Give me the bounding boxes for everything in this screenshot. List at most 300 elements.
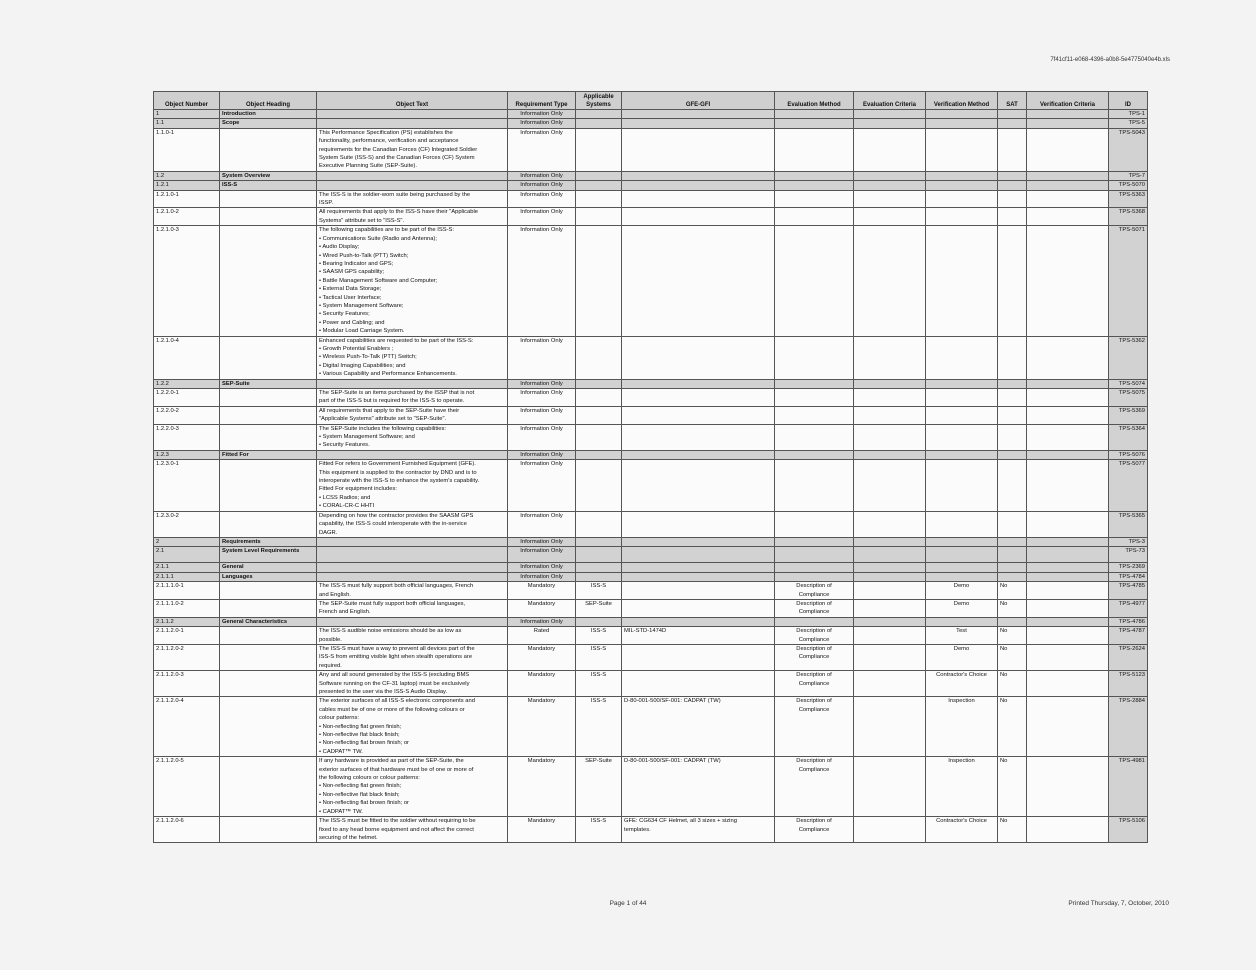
requirement-type-cell: Information Only (508, 110, 576, 119)
object-number-cell: 1.2.2 (154, 379, 220, 388)
verification-method-cell: Demo (926, 644, 998, 670)
evaluation-criteria-cell (854, 171, 926, 180)
evaluation-method-cell: Description of Compliance (775, 757, 854, 817)
applicable-systems-cell (576, 406, 622, 424)
table-row (154, 389, 1148, 407)
requirement-type-cell: Information Only (508, 450, 576, 459)
evaluation-method-cell (775, 617, 854, 626)
verification-method-cell: Contractor's Choice (926, 671, 998, 697)
object-heading-cell: Fitted For (220, 450, 317, 459)
object-text-cell: All requirements that apply to the SEP-Suite have their "Applicable Systems" attribute set to "SEP-Suite". (317, 406, 508, 424)
verification-criteria-cell (1027, 460, 1109, 511)
applicable-systems-cell: ISS-S (576, 582, 622, 600)
object-heading-cell: Introduction (220, 110, 317, 119)
applicable-systems-cell (576, 128, 622, 171)
gfe-gfi-cell (622, 582, 775, 600)
applicable-systems-cell (576, 226, 622, 336)
table-row (154, 582, 1148, 600)
object-number-cell: 2.1.1.2 (154, 617, 220, 626)
evaluation-method-cell (775, 406, 854, 424)
gfe-gfi-cell (622, 406, 775, 424)
requirement-type-cell: Information Only (508, 128, 576, 171)
id-cell: TPS-5 (1109, 119, 1148, 128)
id-cell: TPS-4785 (1109, 582, 1148, 600)
requirement-type-cell: Information Only (508, 406, 576, 424)
object-number-cell: 2.1.1.2.0-2 (154, 644, 220, 670)
col-header: Applicable Systems (576, 92, 622, 110)
sat-cell (998, 379, 1027, 388)
gfe-gfi-cell (622, 617, 775, 626)
applicable-systems-cell (576, 537, 622, 546)
sat-cell: No (998, 697, 1027, 757)
verification-method-cell (926, 537, 998, 546)
applicable-systems-cell (576, 460, 622, 511)
gfe-gfi-cell (622, 644, 775, 670)
evaluation-method-cell (775, 450, 854, 459)
object-heading-cell (220, 817, 317, 843)
id-cell: TPS-4787 (1109, 627, 1148, 645)
verification-method-cell (926, 511, 998, 537)
object-text-cell: The ISS-S audible noise emissions should be as low as possible. (317, 627, 508, 645)
object-number-cell: 1.2.1.0-3 (154, 226, 220, 336)
table-row (154, 537, 1148, 546)
verification-method-cell: Demo (926, 582, 998, 600)
id-cell: TPS-73 (1109, 547, 1148, 563)
page-number: Page 1 of 44 (609, 900, 647, 907)
printed-date: Printed Thursday, 7, October, 2010 (1068, 900, 1169, 907)
requirement-type-cell: Mandatory (508, 644, 576, 670)
evaluation-criteria-cell (854, 627, 926, 645)
col-header: Object Heading (220, 92, 317, 110)
verification-method-cell (926, 563, 998, 572)
object-number-cell: 2.1.1.2.0-6 (154, 817, 220, 843)
object-text-cell (317, 450, 508, 459)
verification-criteria-cell (1027, 537, 1109, 546)
id-cell: TPS-5071 (1109, 226, 1148, 336)
applicable-systems-cell (576, 208, 622, 226)
table-row (154, 128, 1148, 171)
requirement-type-cell: Information Only (508, 336, 576, 379)
applicable-systems-cell (576, 181, 622, 190)
evaluation-method-cell: Description of Compliance (775, 599, 854, 617)
object-number-cell: 1.2.1.0-2 (154, 208, 220, 226)
sat-cell (998, 110, 1027, 119)
object-heading-cell: ISS-S (220, 181, 317, 190)
applicable-systems-cell (576, 379, 622, 388)
requirement-type-cell: Information Only (508, 563, 576, 572)
object-heading-cell (220, 424, 317, 450)
verification-criteria-cell (1027, 226, 1109, 336)
id-cell: TPS-5076 (1109, 450, 1148, 459)
applicable-systems-cell (576, 424, 622, 450)
gfe-gfi-cell (622, 208, 775, 226)
object-heading-cell (220, 644, 317, 670)
evaluation-criteria-cell (854, 617, 926, 626)
sat-cell (998, 617, 1027, 626)
verification-criteria-cell (1027, 644, 1109, 670)
evaluation-method-cell (775, 511, 854, 537)
id-cell: TPS-4981 (1109, 757, 1148, 817)
object-number-cell: 1.2.1 (154, 181, 220, 190)
gfe-gfi-cell (622, 379, 775, 388)
sat-cell (998, 511, 1027, 537)
verification-method-cell (926, 389, 998, 407)
verification-method-cell (926, 171, 998, 180)
id-cell: TPS-2624 (1109, 644, 1148, 670)
evaluation-method-cell (775, 208, 854, 226)
object-text-cell: The ISS-S must be fitted to the soldier without requiring to be fixed to any head borne equipment and not affect the correct securing of the helmet. (317, 817, 508, 843)
id-cell: TPS-1 (1109, 110, 1148, 119)
requirement-type-cell: Information Only (508, 572, 576, 581)
object-text-cell: Depending on how the contractor provides the SAASM GPS capability, the ISS-S could interoperate with the in-service DAGR. (317, 511, 508, 537)
object-text-cell: The SEP-Suite is an items purchased by the ISSP that is not part of the ISS-S but is required for the ISS-S to operate. (317, 389, 508, 407)
requirement-type-cell: Information Only (508, 424, 576, 450)
col-header: SAT (998, 92, 1027, 110)
requirement-type-cell: Information Only (508, 617, 576, 626)
table-row (154, 757, 1148, 817)
object-text-cell: Any and all sound generated by the ISS-S (excluding BMS Software running on the CF-31 laptop) must be exclusively presented to the user via the ISS-S Audio Display. (317, 671, 508, 697)
table-row (154, 208, 1148, 226)
col-header: Evaluation Criteria (854, 92, 926, 110)
evaluation-criteria-cell (854, 644, 926, 670)
applicable-systems-cell (576, 110, 622, 119)
object-text-cell (317, 547, 508, 563)
requirement-type-cell: Information Only (508, 171, 576, 180)
gfe-gfi-cell (622, 450, 775, 459)
verification-criteria-cell (1027, 406, 1109, 424)
requirement-type-cell: Information Only (508, 379, 576, 388)
verification-criteria-cell (1027, 119, 1109, 128)
table-body (154, 110, 1148, 843)
object-heading-cell (220, 627, 317, 645)
evaluation-criteria-cell (854, 697, 926, 757)
id-cell: TPS-5362 (1109, 336, 1148, 379)
evaluation-method-cell (775, 336, 854, 379)
requirements-table (153, 91, 1148, 843)
object-heading-cell: System Overview (220, 171, 317, 180)
object-number-cell: 1.1.0-1 (154, 128, 220, 171)
gfe-gfi-cell (622, 424, 775, 450)
col-header: Requirement Type (508, 92, 576, 110)
object-text-cell: The ISS-S must have a way to prevent all devices part of the ISS-S from emitting visible light when stealth operations are required. (317, 644, 508, 670)
requirement-type-cell: Information Only (508, 208, 576, 226)
applicable-systems-cell (576, 171, 622, 180)
requirement-type-cell: Mandatory (508, 697, 576, 757)
verification-criteria-cell (1027, 511, 1109, 537)
object-text-cell: All requirements that apply to the ISS-S have their "Applicable Systems" attribute set to "ISS-S". (317, 208, 508, 226)
verification-criteria-cell (1027, 671, 1109, 697)
evaluation-criteria-cell (854, 336, 926, 379)
object-heading-cell: General (220, 563, 317, 572)
id-cell: TPS-5070 (1109, 181, 1148, 190)
table-row (154, 547, 1148, 563)
table-row (154, 336, 1148, 379)
verification-criteria-cell (1027, 181, 1109, 190)
file-name: 7f41cf11-e068-4396-a0b8-5e4775040e4b.xls (1050, 57, 1170, 63)
verification-criteria-cell (1027, 450, 1109, 459)
table-row (154, 171, 1148, 180)
verification-method-cell (926, 336, 998, 379)
sat-cell (998, 424, 1027, 450)
id-cell: TPS-5074 (1109, 379, 1148, 388)
object-heading-cell: Scope (220, 119, 317, 128)
sat-cell (998, 128, 1027, 171)
applicable-systems-cell (576, 389, 622, 407)
sat-cell (998, 460, 1027, 511)
object-text-cell (317, 171, 508, 180)
gfe-gfi-cell (622, 128, 775, 171)
verification-criteria-cell (1027, 171, 1109, 180)
object-number-cell: 2.1 (154, 547, 220, 563)
table-row (154, 627, 1148, 645)
table-row (154, 119, 1148, 128)
verification-criteria-cell (1027, 582, 1109, 600)
object-number-cell: 1.2.2.0-2 (154, 406, 220, 424)
object-text-cell (317, 617, 508, 626)
evaluation-criteria-cell (854, 671, 926, 697)
id-cell: TPS-4977 (1109, 599, 1148, 617)
evaluation-method-cell (775, 460, 854, 511)
requirement-type-cell: Information Only (508, 537, 576, 546)
object-text-cell: Enhanced capabilities are requested to be part of the ISS-S: • Growth Potential Enablers ; • Wireless Push-To-Talk (PTT) Switch; • Digital Imaging Capabilities; and • Various Capability and Performance Enhancements. (317, 336, 508, 379)
gfe-gfi-cell: MIL-STD-1474D (622, 627, 775, 645)
verification-method-cell: Contractor's Choice (926, 817, 998, 843)
object-number-cell: 1 (154, 110, 220, 119)
verification-criteria-cell (1027, 572, 1109, 581)
sat-cell: No (998, 671, 1027, 697)
gfe-gfi-cell (622, 336, 775, 379)
object-text-cell (317, 572, 508, 581)
sat-cell: No (998, 582, 1027, 600)
object-heading-cell (220, 389, 317, 407)
sat-cell (998, 226, 1027, 336)
sat-cell (998, 190, 1027, 208)
gfe-gfi-cell (622, 110, 775, 119)
sat-cell (998, 389, 1027, 407)
evaluation-criteria-cell (854, 406, 926, 424)
sat-cell: No (998, 599, 1027, 617)
applicable-systems-cell (576, 563, 622, 572)
evaluation-criteria-cell (854, 450, 926, 459)
applicable-systems-cell (576, 511, 622, 537)
verification-criteria-cell (1027, 617, 1109, 626)
object-number-cell: 1.2.2.0-3 (154, 424, 220, 450)
verification-method-cell (926, 110, 998, 119)
object-text-cell: The ISS-S is the soldier-worn suite being purchased by the ISSP. (317, 190, 508, 208)
header-row (154, 92, 1148, 110)
id-cell: TPS-3 (1109, 537, 1148, 546)
gfe-gfi-cell: GFE: CG634 CF Helmet, all 3 sizes + sizing templates. (622, 817, 775, 843)
sat-cell (998, 181, 1027, 190)
sat-cell (998, 537, 1027, 546)
evaluation-criteria-cell (854, 119, 926, 128)
object-heading-cell: Languages (220, 572, 317, 581)
object-number-cell: 2.1.1 (154, 563, 220, 572)
object-number-cell: 1.2.1.0-4 (154, 336, 220, 379)
object-number-cell: 2.1.1.2.0-3 (154, 671, 220, 697)
id-cell: TPS-5077 (1109, 460, 1148, 511)
evaluation-method-cell (775, 537, 854, 546)
evaluation-method-cell: Description of Compliance (775, 697, 854, 757)
object-number-cell: 2 (154, 537, 220, 546)
id-cell: TPS-2369 (1109, 563, 1148, 572)
evaluation-criteria-cell (854, 208, 926, 226)
object-heading-cell: General Characteristics (220, 617, 317, 626)
table-row (154, 697, 1148, 757)
verification-criteria-cell (1027, 817, 1109, 843)
verification-method-cell (926, 617, 998, 626)
col-header: Evaluation Method (775, 92, 854, 110)
gfe-gfi-cell: D-80-001-500/SF-001: CADPAT (TW) (622, 757, 775, 817)
evaluation-criteria-cell (854, 379, 926, 388)
evaluation-method-cell (775, 181, 854, 190)
evaluation-criteria-cell (854, 181, 926, 190)
evaluation-criteria-cell (854, 757, 926, 817)
object-text-cell: This Performance Specification (PS) establishes the functionality, performance, verification and acceptance requirements for the Canadian Forces (CF) Integrated Soldier System Suite (ISS-S) and the Canadian Forces (CF) System Executive Planning Suite (SEP-Suite). (317, 128, 508, 171)
evaluation-criteria-cell (854, 389, 926, 407)
id-cell: TPS-2884 (1109, 697, 1148, 757)
evaluation-criteria-cell (854, 582, 926, 600)
gfe-gfi-cell (622, 547, 775, 563)
applicable-systems-cell (576, 547, 622, 563)
verification-criteria-cell (1027, 547, 1109, 563)
verification-criteria-cell (1027, 757, 1109, 817)
evaluation-method-cell: Description of Compliance (775, 644, 854, 670)
sat-cell: No (998, 627, 1027, 645)
object-number-cell: 1.2.3.0-2 (154, 511, 220, 537)
verification-criteria-cell (1027, 110, 1109, 119)
object-heading-cell: System Level Requirements (220, 547, 317, 563)
table-row (154, 181, 1148, 190)
object-heading-cell (220, 697, 317, 757)
object-heading-cell (220, 208, 317, 226)
gfe-gfi-cell (622, 190, 775, 208)
applicable-systems-cell (576, 119, 622, 128)
applicable-systems-cell (576, 190, 622, 208)
object-heading-cell (220, 599, 317, 617)
verification-method-cell (926, 424, 998, 450)
evaluation-method-cell (775, 379, 854, 388)
object-number-cell: 1.2.3.0-1 (154, 460, 220, 511)
evaluation-criteria-cell (854, 511, 926, 537)
requirement-type-cell: Information Only (508, 460, 576, 511)
col-header: Verification Criteria (1027, 92, 1109, 110)
col-header: Object Text (317, 92, 508, 110)
evaluation-criteria-cell (854, 460, 926, 511)
requirement-type-cell: Mandatory (508, 817, 576, 843)
verification-method-cell (926, 572, 998, 581)
requirement-type-cell: Information Only (508, 511, 576, 537)
object-heading-cell (220, 511, 317, 537)
gfe-gfi-cell: D-80-001-500/SF-001: CADPAT (TW) (622, 697, 775, 757)
verification-method-cell: Inspection (926, 697, 998, 757)
sat-cell (998, 450, 1027, 459)
object-text-cell: The following capabilities are to be part of the ISS-S: • Communications Suite (Radio and Antenna); • Audio Display; • Wired Push-to-Talk (PTT) Switch; • Bearing Indicator and GPS; • SAASM GPS capability; • Battle Management Software and Computer; • External Data Storage; • Tactical User Interface; • System Management Software; • Security Features; • Power and Cabling; and • Modular Load Carriage System. (317, 226, 508, 336)
evaluation-method-cell (775, 171, 854, 180)
evaluation-criteria-cell (854, 226, 926, 336)
table-row (154, 406, 1148, 424)
sat-cell (998, 171, 1027, 180)
id-cell: TPS-7 (1109, 171, 1148, 180)
evaluation-method-cell (775, 110, 854, 119)
table-row (154, 563, 1148, 572)
object-number-cell: 1.2.3 (154, 450, 220, 459)
object-heading-cell (220, 460, 317, 511)
evaluation-method-cell: Description of Compliance (775, 671, 854, 697)
sat-cell (998, 406, 1027, 424)
evaluation-criteria-cell (854, 190, 926, 208)
gfe-gfi-cell (622, 389, 775, 407)
verification-method-cell (926, 181, 998, 190)
id-cell: TPS-5365 (1109, 511, 1148, 537)
applicable-systems-cell: ISS-S (576, 671, 622, 697)
applicable-systems-cell: ISS-S (576, 697, 622, 757)
verification-method-cell (926, 119, 998, 128)
evaluation-method-cell: Description of Compliance (775, 817, 854, 843)
id-cell: TPS-5369 (1109, 406, 1148, 424)
applicable-systems-cell (576, 450, 622, 459)
verification-criteria-cell (1027, 208, 1109, 226)
object-text-cell: Fitted For refers to Government Furnished Equipment (GFE). This equipment is supplied to the contractor by DND and is to interoperate with the ISS-S to enhance the system's capability. Fitted For equipment includes: • LCSS Radios; and • CORAL-CR-C HHTI (317, 460, 508, 511)
verification-method-cell (926, 460, 998, 511)
table-row (154, 190, 1148, 208)
verification-criteria-cell (1027, 128, 1109, 171)
evaluation-method-cell (775, 119, 854, 128)
table-row (154, 511, 1148, 537)
object-heading-cell (220, 406, 317, 424)
evaluation-criteria-cell (854, 599, 926, 617)
requirement-type-cell: Mandatory (508, 599, 576, 617)
sat-cell: No (998, 644, 1027, 670)
evaluation-method-cell (775, 226, 854, 336)
object-heading-cell (220, 128, 317, 171)
gfe-gfi-cell (622, 572, 775, 581)
evaluation-method-cell (775, 563, 854, 572)
table-row (154, 671, 1148, 697)
object-text-cell: The ISS-S must fully support both official languages, French and English. (317, 582, 508, 600)
sat-cell (998, 119, 1027, 128)
verification-criteria-cell (1027, 697, 1109, 757)
applicable-systems-cell: ISS-S (576, 627, 622, 645)
verification-criteria-cell (1027, 599, 1109, 617)
applicable-systems-cell (576, 572, 622, 581)
verification-criteria-cell (1027, 190, 1109, 208)
table-row (154, 617, 1148, 626)
object-number-cell: 2.1.1.2.0-5 (154, 757, 220, 817)
object-heading-cell (220, 582, 317, 600)
object-text-cell (317, 119, 508, 128)
verification-method-cell (926, 379, 998, 388)
requirement-type-cell: Information Only (508, 389, 576, 407)
object-heading-cell: Requirements (220, 537, 317, 546)
object-number-cell: 1.2 (154, 171, 220, 180)
verification-criteria-cell (1027, 379, 1109, 388)
id-cell: TPS-4784 (1109, 572, 1148, 581)
object-number-cell: 2.1.1.1.0-1 (154, 582, 220, 600)
evaluation-method-cell (775, 424, 854, 450)
evaluation-method-cell (775, 572, 854, 581)
verification-method-cell (926, 128, 998, 171)
applicable-systems-cell (576, 617, 622, 626)
object-heading-cell (220, 671, 317, 697)
requirement-type-cell: Mandatory (508, 757, 576, 817)
evaluation-method-cell (775, 547, 854, 563)
requirement-type-cell: Information Only (508, 547, 576, 563)
id-cell: TPS-5106 (1109, 817, 1148, 843)
table-row (154, 644, 1148, 670)
verification-method-cell (926, 406, 998, 424)
gfe-gfi-cell (622, 599, 775, 617)
